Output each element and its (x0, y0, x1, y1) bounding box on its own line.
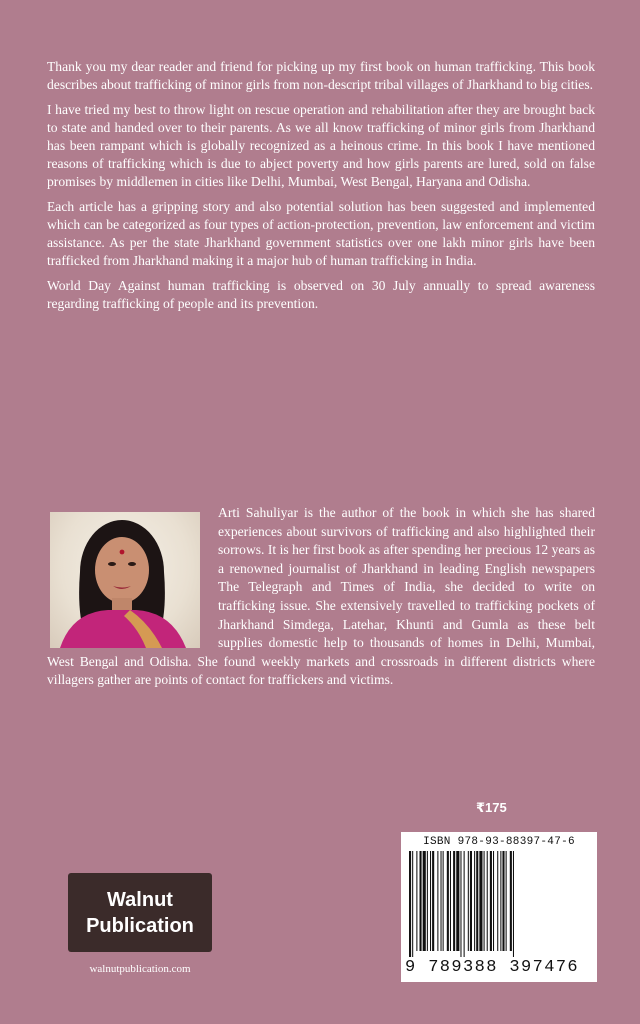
author-photo (50, 512, 200, 648)
barcode-bar (510, 851, 512, 951)
barcode-bar (420, 851, 422, 951)
isbn-digits: 9 789388 397476 (405, 958, 580, 977)
blurb-paragraph: World Day Against human trafficking is observed on 30 July annually to spread awareness regarding trafficking of people and its prevention. (47, 278, 595, 311)
barcode-bar (447, 851, 449, 951)
blurb-paragraph: Each article has a gripping story and also potential solution has been suggested and implemented which can be categorized as four types of action-protection, prevention, law enforcement and victim assistance. As per the state Jharkhand government statistics over one lakh minor girls have been trafficked from Jharkhand making it a major hub of human trafficking in India. (47, 199, 595, 268)
barcode-bar (490, 851, 492, 951)
barcode-bar (474, 851, 475, 951)
author-section (47, 504, 595, 690)
barcode-bar (427, 851, 428, 951)
barcode-bars (409, 851, 589, 957)
barcode-bar (416, 851, 417, 951)
barcode-bar (484, 851, 485, 951)
price-label: ₹175 (476, 800, 507, 815)
barcode-bar (441, 851, 442, 951)
barcode-bar (470, 851, 472, 951)
barcode-bar (443, 851, 444, 951)
barcode-bar (412, 851, 413, 957)
barcode-bar (460, 851, 461, 957)
publisher-logo (68, 873, 212, 952)
publisher-website: walnutpublication.com (89, 963, 191, 975)
barcode-bar (430, 851, 431, 951)
blurb-paragraph: Thank you my dear reader and friend for picking up my first book on human trafficking. This book describes about trafficking of minor girls from non-descript tribal villages of Jharkhand to big cities. (47, 59, 595, 92)
barcode-bar (453, 851, 455, 951)
barcode-bar (423, 851, 426, 951)
barcode-bar (476, 851, 478, 951)
barcode-bar (500, 851, 501, 951)
publisher-name-line2: Publication (86, 914, 194, 937)
barcode-bar (456, 851, 459, 951)
barcode-bar (493, 851, 494, 951)
book-blurb (47, 58, 595, 320)
barcode-bar (468, 851, 469, 951)
barcode-bar (450, 851, 451, 951)
barcode-bar (513, 851, 514, 957)
author-bio: Arti Sahuliyar is the author of the book in which she has shared experiences about survivors of trafficking and also highlighted their sorrows. It is her first book as after spending her precious 12 years as a renowned journalist of Jharkhand in leading English newspapers The Telegraph and Times of India, she decided to write on trafficking issue. She extensively travelled to trafficking pockets of Jharkhand Simdega, Latehar, Khunti and Gumla as these belt supplies domestic help to thousands of homes in Delhi, Mumbai, West Bengal and Odisha. She found weekly markets and crossroads in different districts where villagers gather are points of contact for traffickers and victims. (47, 505, 595, 688)
isbn-label: ISBN 978-93-88397-47-6 (423, 836, 575, 848)
barcode-bar (497, 851, 498, 951)
barcode-bar (502, 851, 504, 951)
barcode-bar (409, 851, 411, 957)
barcode-bar (464, 851, 465, 957)
barcode-bar (479, 851, 482, 951)
publisher-name-line1: Walnut (107, 888, 173, 911)
barcode-bar (487, 851, 488, 951)
barcode-bar (432, 851, 434, 951)
blurb-paragraph: I have tried my best to throw light on rescue operation and rehabilitation after they are brought back to state and handed over to their parents. As we all know trafficking of minor girls from Jharkhand has been rampant which is globally recognized as a heinous crime. In this book I have mentioned reasons of trafficking which is due to abject poverty and how girls parents are lured, sold on false promises by middlemen in cities like Delhi, Mumbai, West Bengal, Haryana and Odisha. (47, 102, 595, 189)
isbn-barcode (401, 832, 597, 982)
barcode-bar (437, 851, 438, 951)
barcode-bar (506, 851, 507, 951)
